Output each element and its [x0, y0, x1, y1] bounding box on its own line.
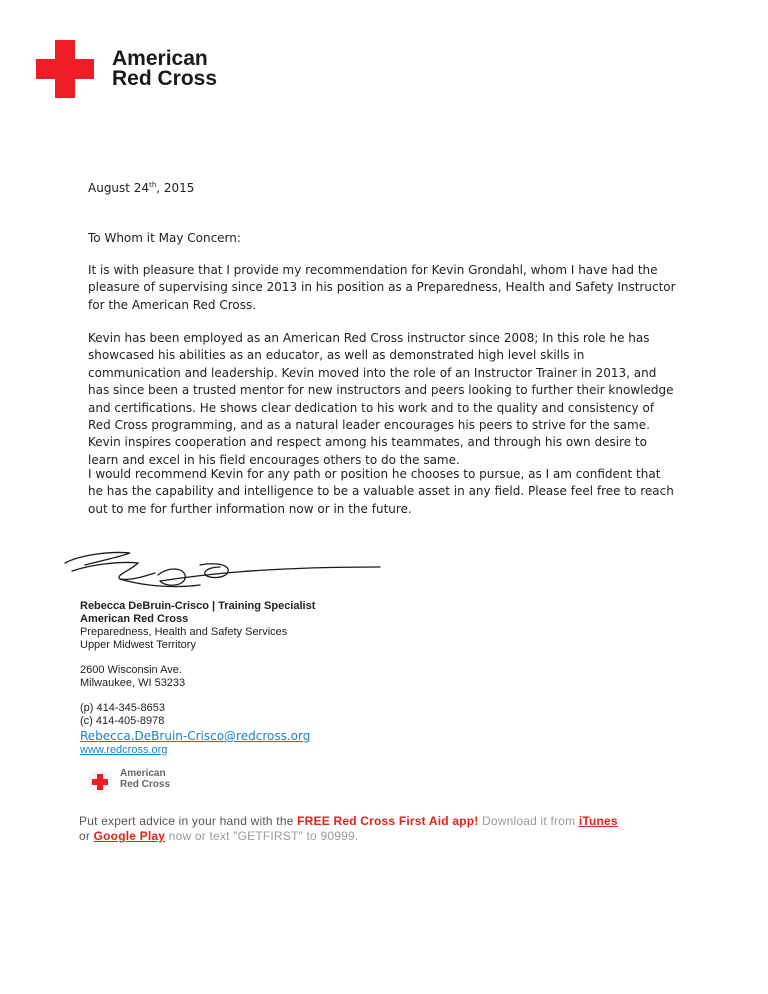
promo-text-4: now or text "GETFIRST" to 90999.	[165, 829, 359, 843]
address-line2: Milwaukee, WI 53233	[80, 677, 186, 689]
promo-text-2: Download it from	[478, 814, 579, 828]
signature-block	[80, 600, 315, 757]
red-cross-icon	[36, 40, 94, 98]
signer-region: Upper Midwest Territory	[80, 639, 196, 651]
paragraph-2: Kevin has been employed as an American Red Cross instructor since 2008; In this role he has showcased his abilities as an educator, as well as demonstrated high level skills in communication and leadership. Kevin moved into the role of an Instructor Trainer in 2013, and has since been a trusted mentor for new instructors and peers looking to further their knowledge and certifications. He shows clear dedication to his work and to the quality and consistency of Red Cross programming, and as a natural leader encourages his peers to strive for the same. Kevin inspires cooperation and respect among his teammates, and through his own desire to learn and excel in his field encourages others to do the same.	[88, 331, 674, 467]
signer-org: American Red Cross	[80, 613, 189, 625]
website-link[interactable]: www.redcross.org	[80, 744, 168, 756]
paragraph-3: I would recommend Kevin for any path or position he chooses to pursue, as I am confident that he has the capability and intelligence to be a valuable asset in any field. Please feel free to reach out to me for further information now or in the future.	[88, 467, 674, 516]
small-logo-wordmark: American Red Cross	[120, 768, 171, 790]
promo-text-1: Put expert advice in your hand with the	[79, 814, 298, 828]
promo-free-app: FREE Red Cross First Aid app!	[297, 814, 479, 828]
small-red-cross-logo	[88, 768, 188, 798]
logo-wordmark	[112, 49, 217, 89]
google-play-link[interactable]: Google Play	[93, 829, 166, 843]
salutation: To Whom it May Concern:	[88, 231, 241, 245]
paragraph-1: It is with pleasure that I provide my recommendation for Kevin Grondahl, whom I have had the pleasure of supervising since 2013 in his position as a Preparedness, Health and Safety Instructor for the American Red Cross.	[88, 263, 676, 312]
phone-c: (c) 414-405-8978	[80, 715, 165, 727]
signer-name-title: Rebecca DeBruin-Crisco | Training Specialist	[80, 600, 316, 612]
address-line1: 2600 Wisconsin Ave.	[80, 664, 182, 676]
promo-text-3: or	[79, 829, 94, 843]
phone-p: (p) 414-345-8653	[80, 702, 166, 714]
handwritten-signature	[60, 545, 390, 605]
american-red-cross-logo	[36, 40, 236, 100]
app-promo	[79, 814, 699, 844]
itunes-link[interactable]: iTunes	[578, 814, 618, 828]
logo-line2: Red Cross	[112, 67, 218, 90]
logo-line1: American	[112, 47, 208, 70]
letter-date: August 24th, 2015	[88, 181, 195, 195]
signer-dept: Preparedness, Health and Safety Services	[80, 626, 288, 638]
email-link[interactable]: Rebecca.DeBruin-Crisco@redcross.org	[80, 729, 311, 743]
